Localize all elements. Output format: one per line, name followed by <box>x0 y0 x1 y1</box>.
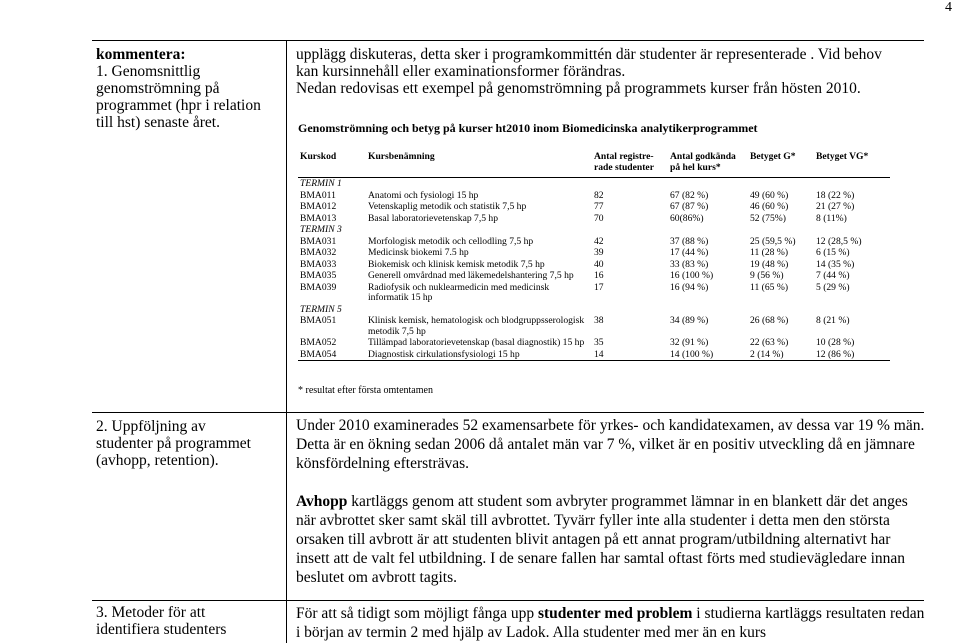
term-label: TERMIN 5 <box>300 303 342 315</box>
course-code: BMA031 <box>300 235 337 247</box>
section3-body <box>296 604 926 642</box>
table-footnote: * resultat efter första omtentamen <box>298 385 433 396</box>
course-name: Morfologisk metodik och cellodling 7,5 hp <box>368 235 534 247</box>
term-row <box>298 224 890 236</box>
table-row <box>298 247 890 259</box>
course-code: BMA051 <box>300 315 337 326</box>
course-name: Generell omvårdnad med läkemedelshantering 7,5 hp <box>368 270 574 281</box>
grade-g: 49 (60 %) <box>750 189 789 201</box>
header-godkanda: Antal godkända på hel kurs* <box>668 152 748 178</box>
grade-g: 26 (68 %) <box>750 315 789 326</box>
passed-count: 32 (91 %) <box>670 337 709 348</box>
registered-count: 17 <box>594 281 604 293</box>
course-code: BMA033 <box>300 258 337 270</box>
table-row <box>298 213 890 225</box>
table-body <box>298 178 890 361</box>
table-row <box>298 259 890 271</box>
passed-count: 37 (88 %) <box>670 235 709 247</box>
course-name: Basal laboratorievetenskap 7,5 hp <box>368 212 499 224</box>
header-betyget-g: Betyget G* <box>748 152 814 178</box>
registered-count: 42 <box>594 235 604 247</box>
table-border-mid <box>92 412 924 413</box>
grade-vg: 7 (44 %) <box>816 270 850 281</box>
registered-count: 77 <box>594 201 604 212</box>
course-name: Diagnostisk cirkulationsfysiologi 15 hp <box>366 349 592 361</box>
methods-text-rest: i studierna kartläggs resultaten redan i början av termin 2 med hjälp av Ladok. Alla studenter med mer än en kurs <box>296 605 925 641</box>
label-line: studenter på programmet <box>96 435 251 452</box>
label-line: (avhopp, retention). <box>96 452 219 469</box>
registered-count: 40 <box>594 258 604 270</box>
section1-label <box>96 46 282 131</box>
label-line: genomströmning på <box>96 80 220 97</box>
grade-vg: 5 (29 %) <box>816 281 850 293</box>
dropout-paragraph <box>296 492 926 587</box>
course-name: Radiofysik och nuklearmedicin med medicinsk informatik 15 hp <box>368 281 550 303</box>
passed-count: 67 (82 %) <box>670 189 709 201</box>
intro-line: upplägg diskuteras, detta sker i programkommittén där studenter är representerade . Vid behov <box>296 46 882 63</box>
grade-vg: 12 (28,5 %) <box>816 235 862 247</box>
label-line: 2. Uppföljning av <box>96 418 206 435</box>
course-code: BMA011 <box>300 189 336 201</box>
term-row <box>298 304 890 316</box>
course-code: BMA013 <box>300 212 337 224</box>
table-row <box>298 282 890 304</box>
dropout-text: kartläggs genom att student som avbryter programmet lämnar in en blankett där det anges när avbrottet sker samt skäl till avbrottet. Tyvärr fyller inte alla studenter i detta men den största orsaken till avbrott är att studenten blivit antagen på ett annat program/utbildning alternativt har insett att de valt fel utbildning. I de senare fallen har samtal oftast förts med studievägledare innan beslutet om avbrott tagits. <box>296 493 908 586</box>
methods-text-start: För att så tidigt som möjligt fånga upp <box>296 605 538 622</box>
grade-vg: 18 (22 %) <box>816 189 855 201</box>
grade-g: 25 (59,5 %) <box>750 235 796 247</box>
grade-vg: 12 (86 %) <box>814 349 890 361</box>
table-row <box>298 315 890 337</box>
grade-g: 2 (14 %) <box>748 349 814 361</box>
header-kursbenamning: Kursbenämning <box>366 152 592 178</box>
label-line: identifiera studenters <box>96 621 227 638</box>
section2-body <box>296 416 926 587</box>
table-row <box>298 349 890 361</box>
course-code: BMA039 <box>300 281 337 293</box>
course-code: BMA032 <box>300 247 337 258</box>
grade-vg: 8 (11%) <box>816 212 847 224</box>
passed-count: 34 (89 %) <box>670 315 709 326</box>
passed-count: 16 (100 %) <box>670 270 714 281</box>
grade-g: 46 (60 %) <box>750 201 789 212</box>
grade-vg: 14 (35 %) <box>816 258 855 270</box>
methods-highlight: studenter med problem <box>537 605 693 622</box>
course-name: Anatomi och fysiologi 15 hp <box>368 189 479 201</box>
course-name: Biokemisk och klinisk kemisk metodik 7,5 hp <box>368 258 545 270</box>
throughput-table <box>298 152 890 361</box>
label-line: 3. Metoder för att <box>96 604 206 621</box>
term-label: TERMIN 3 <box>300 224 342 235</box>
header-registrerade: Antal registre-rade studenter <box>592 152 668 178</box>
registered-count: 35 <box>594 337 604 348</box>
table-border-top <box>92 40 924 41</box>
dropout-heading: Avhopp <box>296 493 348 510</box>
course-code: BMA012 <box>300 201 337 212</box>
registered-count: 38 <box>594 315 604 326</box>
registered-count: 70 <box>594 212 604 224</box>
course-code: BMA035 <box>300 270 337 281</box>
course-code: BMA052 <box>300 337 337 348</box>
column-divider <box>286 40 287 643</box>
grade-g: 11 (28 %) <box>750 247 789 258</box>
registered-count: 82 <box>594 189 604 201</box>
grade-g: 19 (48 %) <box>750 258 789 270</box>
course-code: BMA054 <box>298 349 366 361</box>
label-line: till hst) senaste året. <box>96 114 220 131</box>
course-name: Tillämpad laboratorievetenskap (basal diagnostik) 15 hp <box>368 337 585 348</box>
grade-vg: 10 (28 %) <box>816 337 855 348</box>
intro-line: Nedan redovisas ett exempel på genomströmning på programmets kurser från hösten 2010. <box>296 80 861 97</box>
table-row <box>298 236 890 248</box>
section2-label <box>96 418 282 469</box>
term-row <box>298 178 890 190</box>
table-row <box>298 337 890 349</box>
grade-vg: 21 (27 %) <box>816 201 855 212</box>
label-line: 1. Genomsnittlig <box>96 63 201 80</box>
term-label: TERMIN 1 <box>300 178 342 189</box>
table-title: Genomströmning och betyg på kurser ht2010 inom Biomedicinska analytikerprogrammet <box>298 121 758 135</box>
retention-paragraph: Under 2010 examinerades 52 examensarbete för yrkes- och kandidatexamen, av dessa var 19 % män. Detta är en ökning sedan 2006 då antalet män var 7 %, vilket är en positiv utveckling då en jämnare könsfördelning eftersträvas. <box>296 417 925 472</box>
grade-g: 22 (63 %) <box>750 337 789 348</box>
passed-count: 16 (94 %) <box>670 281 709 293</box>
intro-line: kan kursinnehåll eller examinationsformer förändras. <box>296 63 626 80</box>
table-border-lower <box>92 600 924 601</box>
grade-vg: 6 (15 %) <box>816 247 850 258</box>
passed-count: 14 (100 %) <box>668 349 748 361</box>
table-row <box>298 270 890 282</box>
section3-label <box>96 604 282 638</box>
course-name: Vetenskaplig metodik och statistik 7,5 hp <box>368 201 527 212</box>
header-betyget-vg: Betyget VG* <box>814 152 890 178</box>
course-name: Medicinsk biokemi 7.5 hp <box>368 247 469 258</box>
passed-count: 60(86%) <box>670 212 704 224</box>
table-row <box>298 190 890 202</box>
registered-count: 39 <box>594 247 604 258</box>
registered-count: 14 <box>592 349 668 361</box>
section1-intro <box>296 46 926 97</box>
methods-paragraph <box>296 604 926 642</box>
table-header-row <box>298 152 890 178</box>
grade-g: 9 (56 %) <box>750 270 784 281</box>
registered-count: 16 <box>594 270 604 281</box>
label-line: programmet (hpr i relation <box>96 97 261 114</box>
header-kurskod: Kurskod <box>298 152 366 178</box>
passed-count: 17 (44 %) <box>670 247 709 258</box>
course-name: Klinisk kemisk, hematologisk och blodgruppsserologisk metodik 7,5 hp <box>368 315 585 337</box>
label-line: kommentera: <box>96 46 186 63</box>
passed-count: 67 (87 %) <box>670 201 709 212</box>
grade-g: 52 (75%) <box>750 212 786 224</box>
page-number: 4 <box>945 0 952 15</box>
grade-g: 11 (65 %) <box>750 281 789 293</box>
table-row <box>298 201 890 213</box>
passed-count: 33 (83 %) <box>670 258 709 270</box>
grade-vg: 8 (21 %) <box>816 315 850 326</box>
